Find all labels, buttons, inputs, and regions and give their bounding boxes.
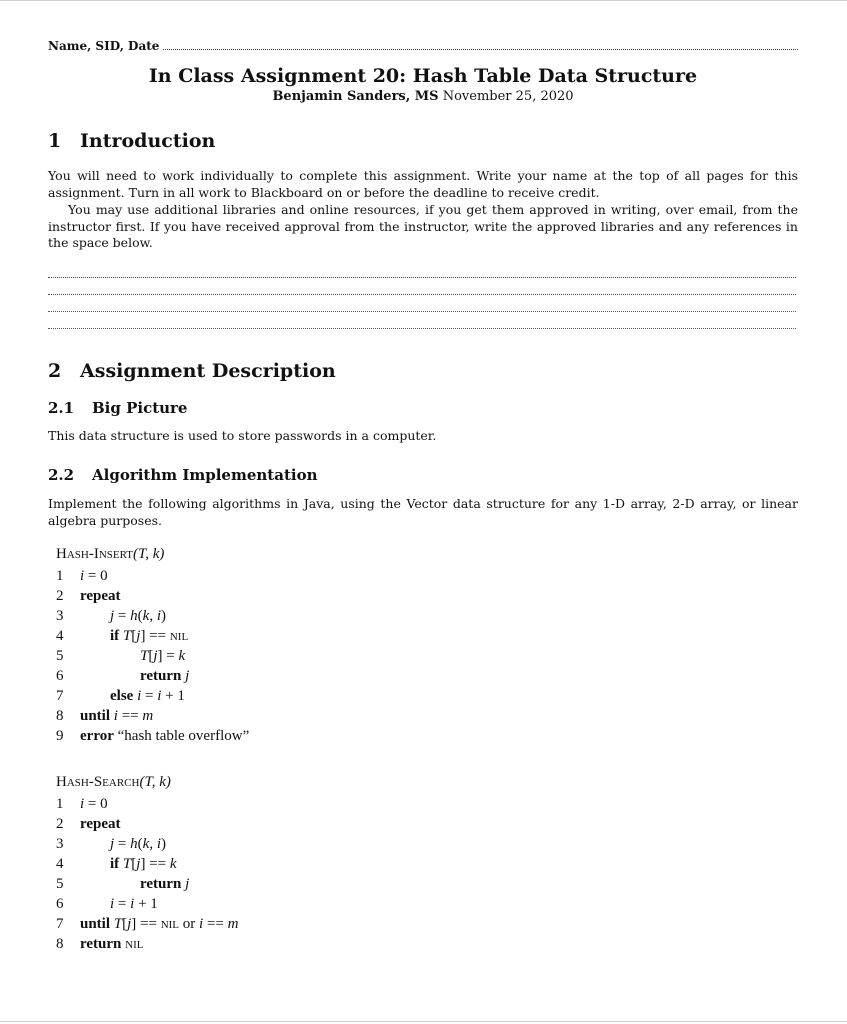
section-title: Introduction [80,130,216,152]
subsection-algorithm-heading [48,466,317,484]
section-number: 2 [48,360,62,382]
pseudocode-line [56,726,250,746]
name-sid-date-field[interactable] [48,39,798,53]
hash-insert-pseudocode [56,546,250,746]
answer-line-2[interactable] [48,294,796,295]
line-code: i = 0 [80,796,108,812]
section-number: 1 [48,130,62,152]
pseudocode-line [56,794,171,814]
line-code: error “hash table overflow” [80,728,250,744]
line-number: 1 [56,796,64,812]
answer-line-3[interactable] [48,311,796,312]
line-code: T[j] = k [140,648,186,664]
pseudocode-line [56,934,171,954]
line-number: 6 [56,668,64,684]
top-border [0,0,847,1]
line-number: 8 [56,708,64,724]
hash-insert-signature [56,546,164,566]
pseudocode-line [56,874,190,894]
page-title: In Class Assignment 20: Hash Table Data Structure [148,65,698,87]
line-code: i = 0 [80,568,108,584]
procedure-name: Hash-Search [56,774,140,790]
line-code: return j [140,876,190,892]
intro-paragraph-1: You will need to work individually to complete this assignment. Write your name at the top of all pages for this assignment. Turn in all work to Blackboard on or before the deadline to receive credit. [48,168,798,200]
subsection-title: Algorithm Implementation [92,466,318,484]
pseudocode-line [56,606,164,626]
line-number: 7 [56,916,64,932]
section-introduction-heading [48,130,215,152]
pseudocode-line [56,566,164,586]
subsection-title: Big Picture [92,399,188,417]
pseudocode-line [56,666,190,686]
procedure-name: Hash-Insert [56,546,134,562]
line-number: 6 [56,896,64,912]
hash-insert-lines [56,566,250,746]
line-code: return nil [80,936,144,952]
pseudocode-line [56,814,171,834]
hash-search-lines [56,794,239,954]
section-title: Assignment Description [80,360,336,382]
line-number: 3 [56,836,64,852]
pseudocode-line [56,646,186,666]
line-code: j = h(k, i) [110,836,166,852]
subsection-number: 2.2 [48,466,75,484]
pseudocode-line [56,586,164,606]
bottom-border [0,1021,847,1022]
pseudocode-line [56,626,189,646]
date: November 25, 2020 [442,89,574,104]
pseudocode-line [56,834,171,854]
line-code: else i = i + 1 [110,688,185,704]
section-assignment-heading [48,360,336,382]
name-fill-line[interactable] [163,48,798,50]
line-number: 1 [56,568,64,584]
answer-line-4[interactable] [48,328,796,329]
intro-paragraph-2: You may use additional libraries and online resources, if you get them approved in writing, over email, from the instructor first. If you have received approval from the instructor, write the approved libraries and any references in the space below. [48,202,798,250]
line-number: 9 [56,728,64,744]
algorithm-text: Implement the following algorithms in Java, using the Vector data structure for any 1-D array, 2-D array, or linear algebra purposes. [48,496,798,528]
line-code: if T[j] == k [110,856,177,872]
line-code: j = h(k, i) [110,608,166,624]
line-code: until T[j] == nil or i == m [80,916,239,932]
hash-search-signature [56,774,171,794]
line-number: 5 [56,876,64,892]
subsection-number: 2.1 [48,399,75,417]
answer-line-1[interactable] [48,277,796,278]
big-picture-text: This data structure is used to store passwords in a computer. [48,428,437,443]
line-number: 2 [56,588,64,604]
line-code: if T[j] == nil [110,628,189,644]
line-number: 7 [56,688,64,704]
line-number: 5 [56,648,64,664]
pseudocode-line [56,854,177,874]
author: Benjamin Sanders, MS [272,89,439,104]
line-number: 4 [56,856,64,872]
pseudocode-line [56,894,171,914]
author-date-line [48,89,798,104]
line-code: repeat [80,588,121,604]
hash-search-pseudocode [56,774,239,954]
line-number: 3 [56,608,64,624]
line-code: i = i + 1 [110,896,158,912]
line-code: repeat [80,816,121,832]
procedure-args: (T, k) [139,774,171,790]
name-label: Name, SID, Date [48,39,160,53]
line-code: return j [140,668,190,684]
procedure-args: (T, k) [133,546,165,562]
line-number: 8 [56,936,64,952]
pseudocode-line [56,914,239,934]
line-number: 2 [56,816,64,832]
pseudocode-line [56,686,185,706]
pseudocode-line [56,706,164,726]
line-code: until i == m [80,708,154,724]
line-number: 4 [56,628,64,644]
subsection-big-picture-heading [48,399,187,417]
